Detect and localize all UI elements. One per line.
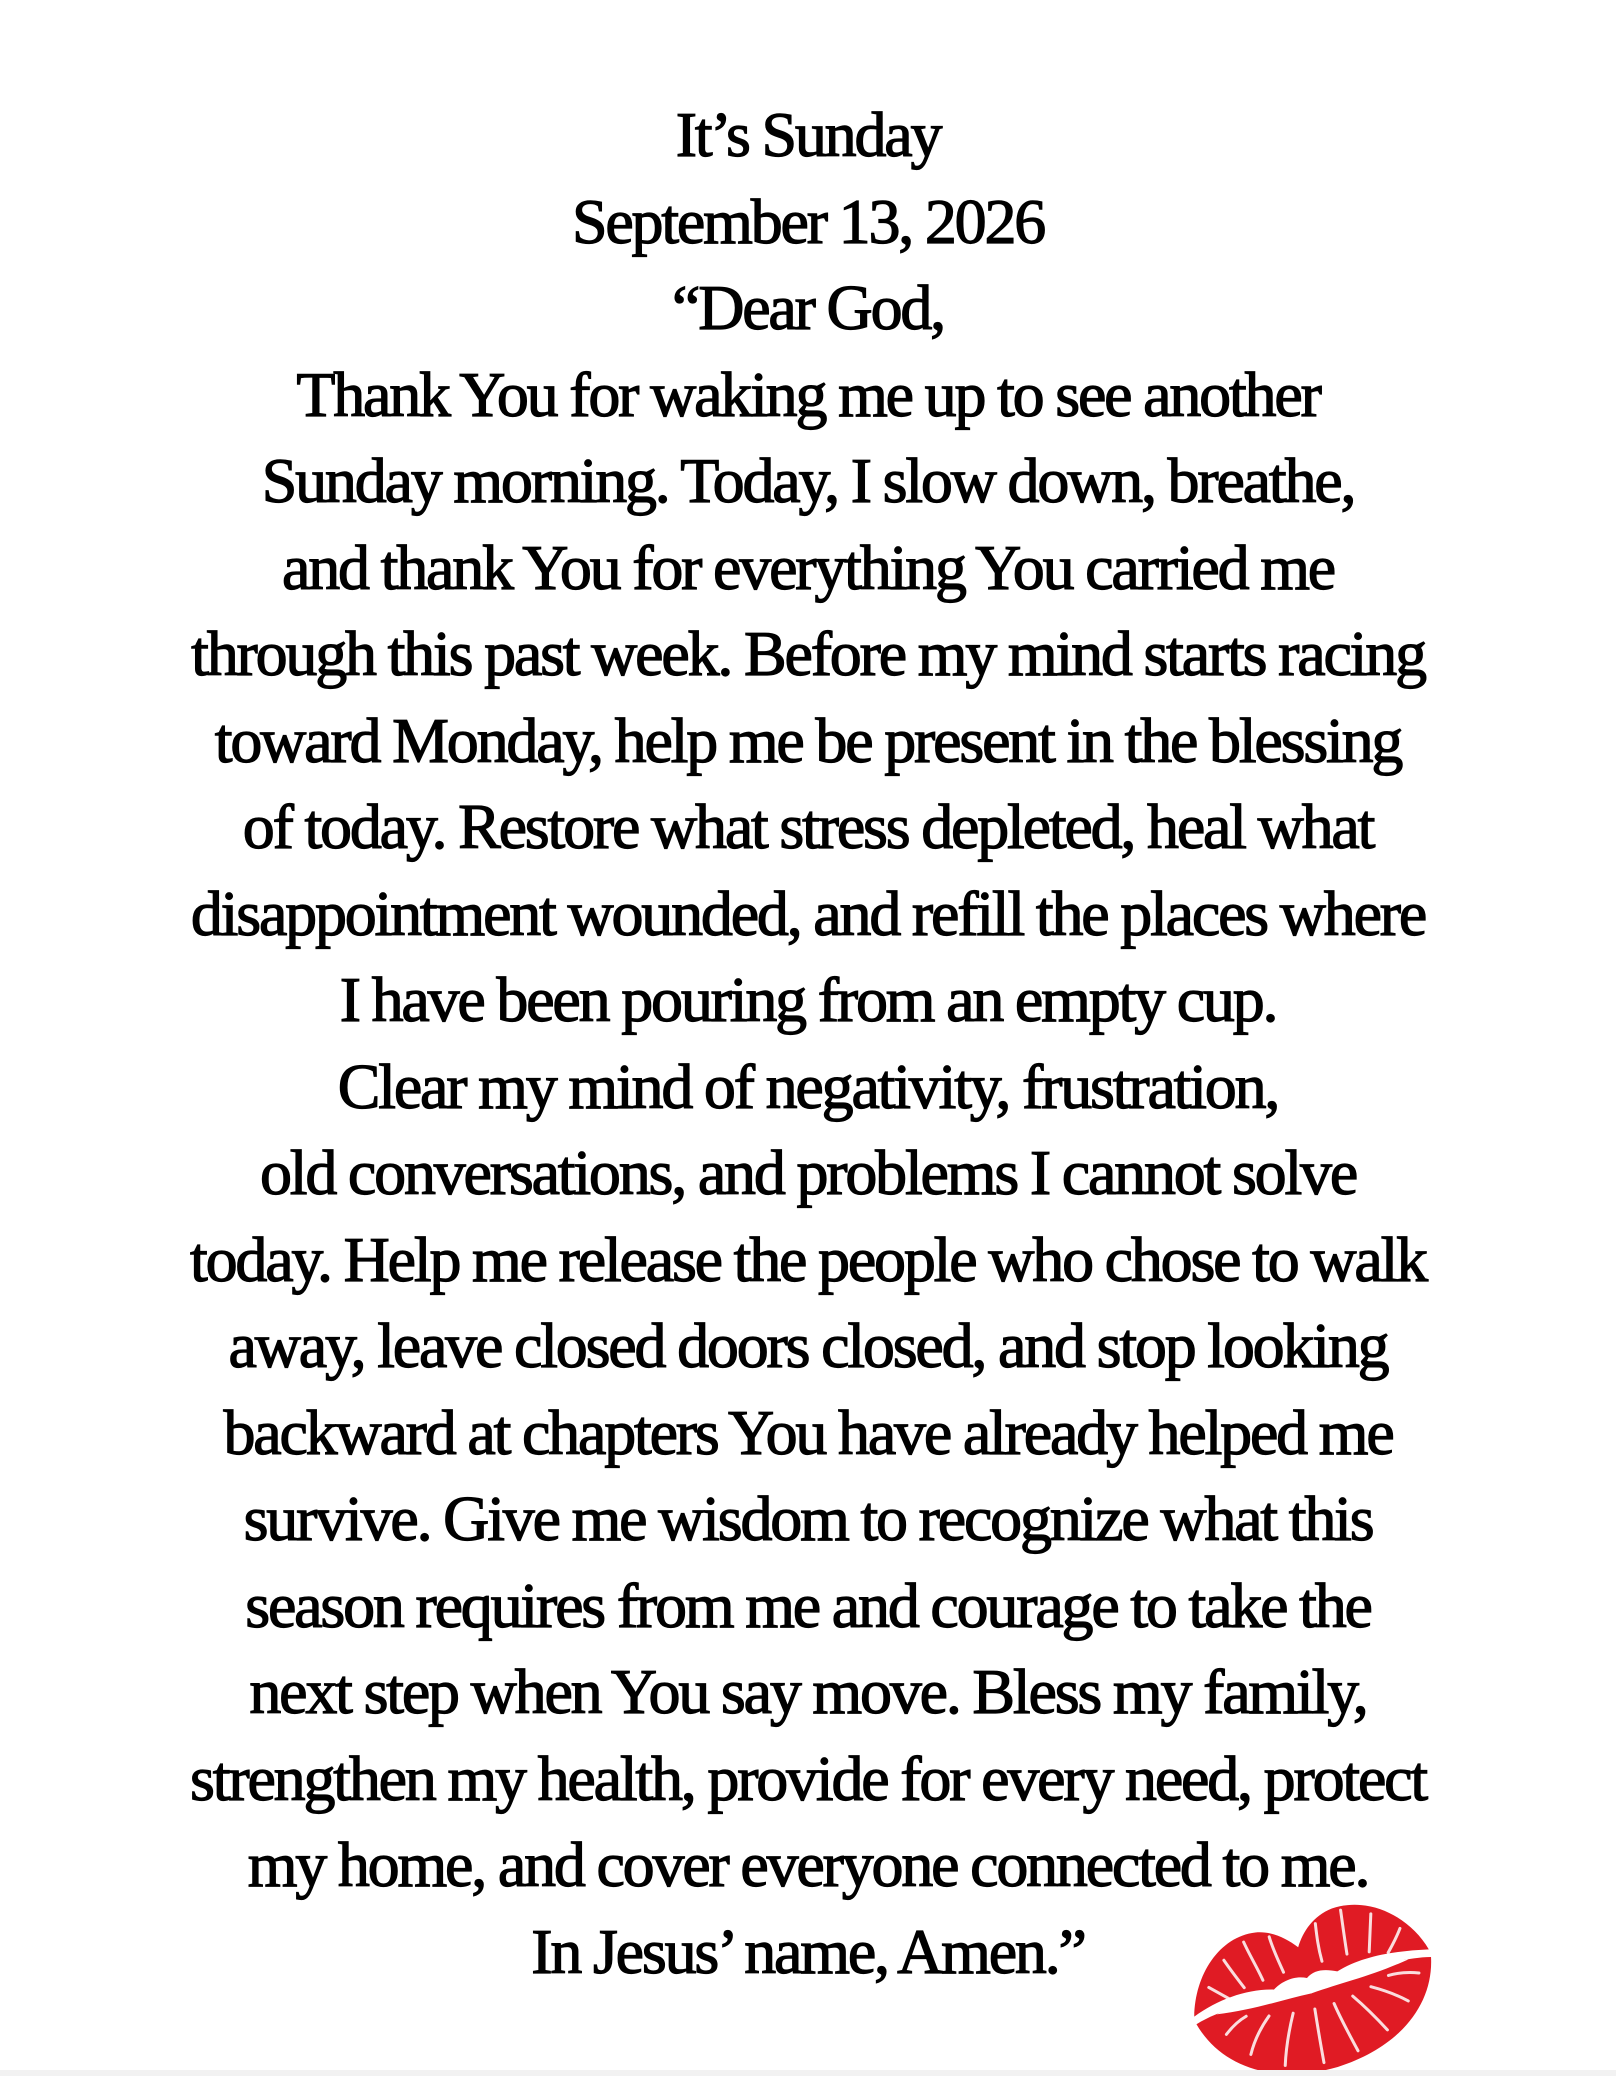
- prayer-line: old conversations, and problems I cannot solve: [259, 1137, 1357, 1208]
- prayer-line: September 13, 2026: [571, 185, 1045, 257]
- prayer-line: It’s Sunday: [675, 99, 941, 170]
- prayer-line: today. Help me release the people who chose to walk: [190, 1223, 1426, 1295]
- prayer-line: backward at chapters You have already helped me: [223, 1396, 1393, 1468]
- prayer-line: Clear my mind of negativity, frustration,: [337, 1050, 1279, 1122]
- prayer-line: I have been pouring from an empty cup.: [339, 964, 1277, 1035]
- prayer-line: next step when You say move. Bless my family,: [249, 1656, 1367, 1727]
- prayer-line: my home, and cover everyone connected to me.: [247, 1829, 1369, 1900]
- prayer-line: survive. Give me wisdom to recognize what this: [243, 1483, 1373, 1554]
- prayer-line: disappointment wounded, and refill the places where: [190, 877, 1426, 949]
- prayer-line: Thank You for waking me up to see another: [296, 358, 1320, 430]
- prayer-line: In Jesus’ name, Amen.”: [531, 1915, 1085, 1987]
- prayer-line: “Dear God,: [672, 272, 944, 343]
- prayer-line: strengthen my health, provide for every need, protect: [190, 1742, 1426, 1814]
- kiss-lips-icon: [1170, 1880, 1445, 2076]
- prayer-line: Sunday morning. Today, I slow down, breathe,: [261, 445, 1355, 516]
- prayer-line: toward Monday, help me be present in the blessing: [214, 704, 1402, 776]
- prayer-text: [0, 92, 1616, 1995]
- prayer-line: and thank You for everything You carried me: [282, 531, 1334, 603]
- prayer-line: season requires from me and courage to take the: [245, 1569, 1371, 1641]
- prayer-line: through this past week. Before my mind starts racing: [191, 618, 1425, 689]
- prayer-line: of today. Restore what stress depleted, heal what: [242, 791, 1374, 862]
- prayer-line: away, leave closed doors closed, and stop looking: [228, 1310, 1388, 1381]
- bottom-divider: [0, 2070, 1616, 2076]
